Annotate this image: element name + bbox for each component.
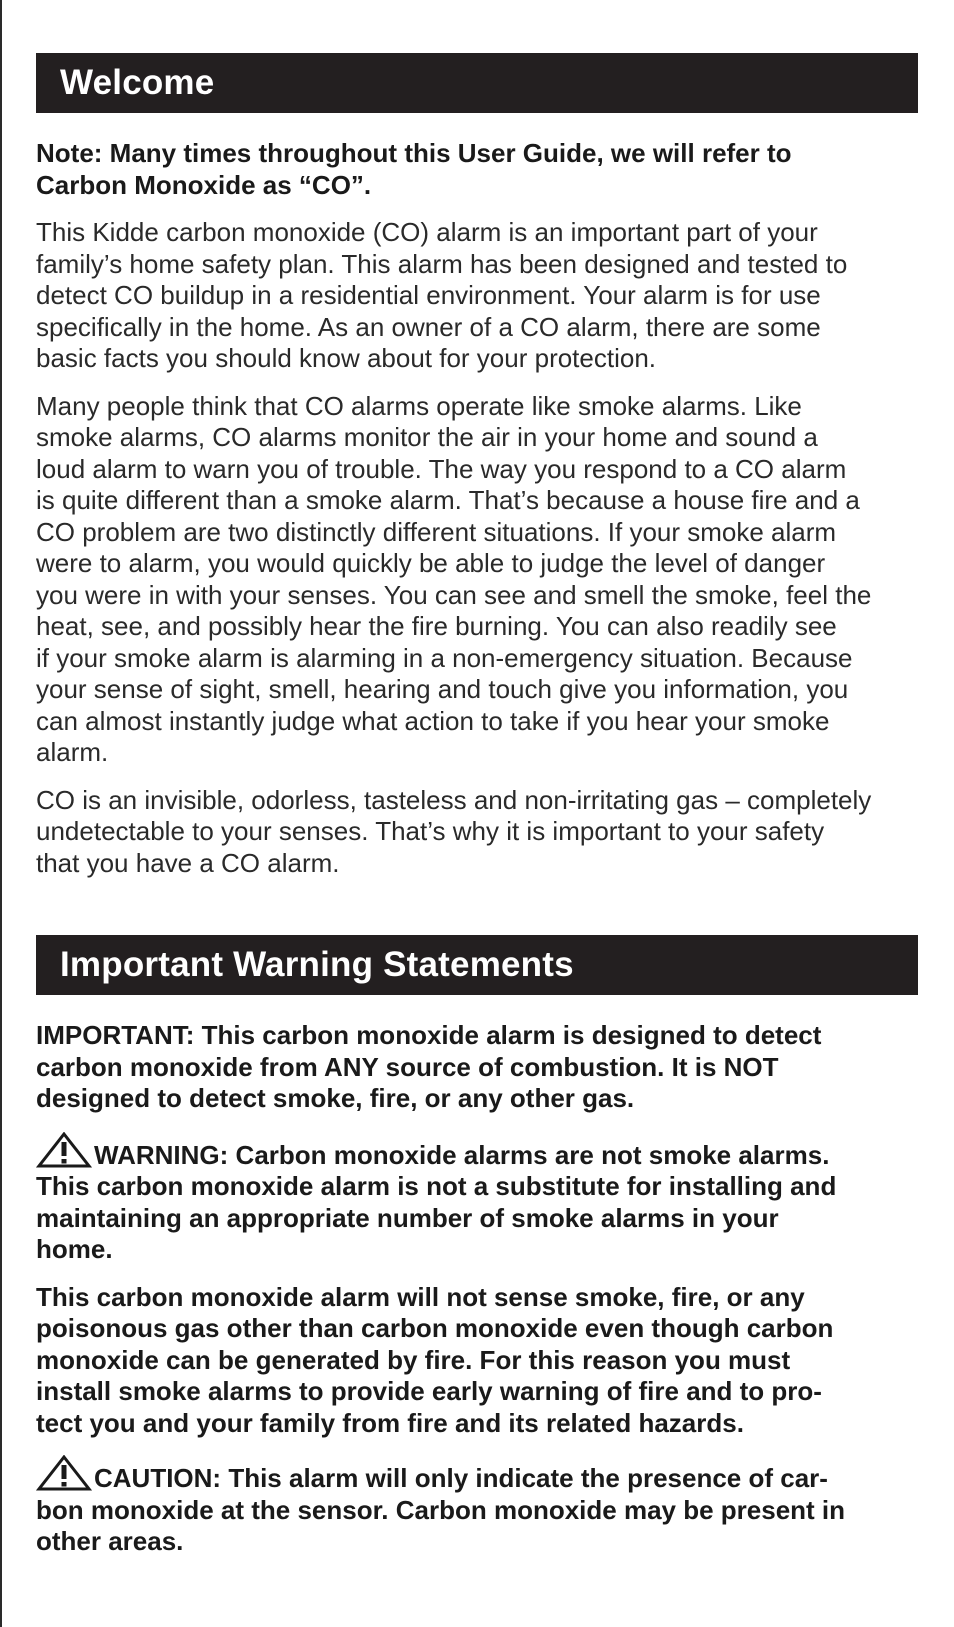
text-line: tect you and your family from fire and its related hazards. xyxy=(36,1407,744,1438)
text-line: CO problem are two distinctly different situations. If your smoke alarm xyxy=(36,516,837,547)
co-invisible-paragraph xyxy=(36,785,918,880)
smoke-alarm-paragraph xyxy=(36,1282,918,1440)
user-guide-page xyxy=(36,53,918,1558)
important-paragraph xyxy=(36,1020,918,1115)
text-line: This carbon monoxide alarm will not sense smoke, fire, or any xyxy=(36,1281,805,1312)
text-line: loud alarm to warn you of trouble. The way you respond to a CO alarm xyxy=(36,453,847,484)
text-line: home. xyxy=(36,1234,113,1264)
text-line: heat, see, and possibly hear the fire burning. You can also readily see xyxy=(36,611,837,641)
text-line: monoxide can be generated by fire. For this reason you must xyxy=(36,1344,791,1375)
page-left-border xyxy=(0,0,2,1627)
text-line: This Kidde carbon monoxide (CO) alarm is an important part of your xyxy=(36,217,818,247)
warnings-heading: Important Warning Statements xyxy=(36,935,918,995)
welcome-heading: Welcome xyxy=(36,53,918,113)
text-line: if your smoke alarm is alarming in a non-emergency situation. Because xyxy=(36,642,853,673)
warning-triangle-icon xyxy=(36,1132,92,1168)
text-line: detect CO buildup in a residential environment. Your alarm is for use xyxy=(36,280,821,310)
text-line: maintaining an appropriate number of smoke alarms in your xyxy=(36,1202,779,1233)
text-line: carbon monoxide from ANY source of combustion. It is NOT xyxy=(36,1051,779,1082)
text-line: bon monoxide at the sensor. Carbon monoxide may be present in xyxy=(36,1494,846,1525)
text-line xyxy=(36,1132,918,1172)
text-line: family’s home safety plan. This alarm has been designed and tested to xyxy=(36,248,848,279)
text-line: install smoke alarms to provide early warning of fire and to pro- xyxy=(36,1376,822,1406)
text-line: is quite different than a smoke alarm. That’s because a house fire and a xyxy=(36,485,860,515)
co-vs-smoke-paragraph xyxy=(36,391,918,769)
caution-triangle-icon xyxy=(36,1455,92,1491)
text-line: other areas. xyxy=(36,1526,184,1556)
text-line: undetectable to your senses. That’s why it is important to your safety xyxy=(36,816,825,846)
text-line: IMPORTANT: This carbon monoxide alarm is designed to detect xyxy=(36,1020,822,1050)
text-line: specifically in the home. As an owner of a CO alarm, there are some xyxy=(36,311,821,342)
text-line: This carbon monoxide alarm is not a substitute for installing and xyxy=(36,1171,837,1201)
text-line: smoke alarms, CO alarms monitor the air in your home and sound a xyxy=(36,422,818,452)
text-line: alarm. xyxy=(36,737,109,767)
text-line: you were in with your senses. You can see and smell the smoke, feel the xyxy=(36,579,872,610)
text-line: poisonous gas other than carbon monoxide even though carbon xyxy=(36,1313,834,1343)
intro-paragraph xyxy=(36,217,918,375)
text-line: that you have a CO alarm. xyxy=(36,847,340,878)
text-line: Carbon Monoxide as “CO”. xyxy=(36,169,372,200)
warning-paragraph xyxy=(36,1132,918,1266)
text-line: your sense of sight, smell, hearing and touch give you information, you xyxy=(36,674,849,704)
text-line: basic facts you should know about for your protection. xyxy=(36,343,657,373)
note-paragraph xyxy=(36,138,918,201)
caution-label: CAUTION: This alarm will only indicate the presence of car- xyxy=(94,1463,828,1493)
text-line: CO is an invisible, odorless, tasteless and non-irritating gas – completely xyxy=(36,784,872,815)
text-line: can almost instantly judge what action to take if you hear your smoke xyxy=(36,705,830,736)
text-line: Note: Many times throughout this User Guide, we will refer to xyxy=(36,138,792,168)
text-line: Many people think that CO alarms operate like smoke alarms. Like xyxy=(36,390,802,421)
caution-paragraph xyxy=(36,1455,918,1558)
text-line xyxy=(36,1455,918,1495)
text-line: designed to detect smoke, fire, or any other gas. xyxy=(36,1083,635,1113)
text-line: were to alarm, you would quickly be able to judge the level of danger xyxy=(36,548,826,578)
warning-label: WARNING: Carbon monoxide alarms are not smoke alarms. xyxy=(94,1139,830,1170)
